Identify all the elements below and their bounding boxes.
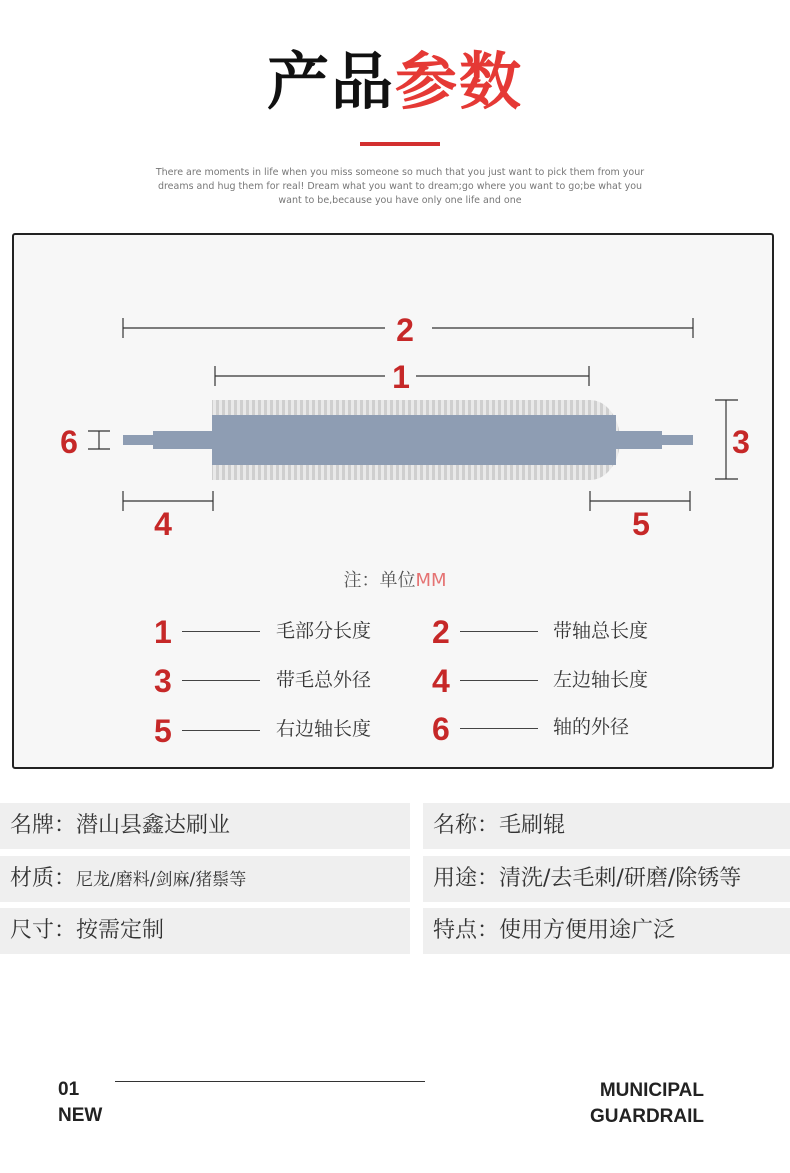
brush-roller <box>123 400 693 480</box>
right-shaft <box>660 435 693 445</box>
title-black-part: 产品 <box>266 45 395 118</box>
legend-number: 3 <box>154 663 172 699</box>
tagline-line: want to be,because you have only one life and one <box>278 195 522 206</box>
legend-connector <box>182 631 260 632</box>
dimension-3 <box>715 400 750 479</box>
spec-name <box>423 803 790 849</box>
legend-number: 4 <box>432 663 450 699</box>
dim-label-2: 2 <box>396 312 414 348</box>
core-section <box>212 415 616 465</box>
unit-note-unit: MM <box>415 570 447 591</box>
spec-brand <box>0 803 410 849</box>
dim-label-4: 4 <box>154 506 172 542</box>
spec-value: 清洗/去毛刺/研磨/除锈等 <box>499 866 742 891</box>
legend-number: 6 <box>432 711 450 747</box>
legend-connector <box>460 631 538 632</box>
legend-number: 5 <box>154 713 172 749</box>
dimension-4 <box>123 491 213 542</box>
legend-connector <box>182 730 260 731</box>
legend-label: 右边轴长度 <box>276 718 372 740</box>
legend-label: 轴的外径 <box>553 716 630 738</box>
footer-right-line: GUARDRAIL <box>590 1106 704 1127</box>
spec-size <box>0 908 410 954</box>
left-shaft-step <box>153 431 213 449</box>
spec-key: 特点： <box>433 918 500 943</box>
tagline-line: There are moments in life when you miss someone so much that you just want to pick them from your <box>155 167 645 178</box>
dim-label-3: 3 <box>732 424 750 460</box>
dim-label-6: 6 <box>60 424 78 460</box>
spec-value: 潜山县鑫达刷业 <box>76 813 231 838</box>
legend-number: 2 <box>432 614 450 650</box>
spec-value: 按需定制 <box>76 918 165 943</box>
footer-new-label: NEW <box>58 1105 103 1126</box>
footer-divider <box>115 1081 425 1082</box>
unit-note-prefix: 注：单位 <box>343 570 416 591</box>
dimension-5 <box>590 491 690 542</box>
legend-label: 带毛总外径 <box>276 669 372 691</box>
spec-key: 尺寸： <box>10 918 77 943</box>
legend-connector <box>460 728 538 729</box>
title-red-part: 参数 <box>395 45 524 118</box>
spec-value: 尼龙/磨料/剑麻/猪鬃等 <box>76 870 247 890</box>
spec-feature <box>423 908 790 954</box>
dim-label-1: 1 <box>392 359 410 395</box>
footer-number: 01 <box>58 1079 80 1100</box>
dimension-1 <box>215 359 589 395</box>
spec-usage <box>423 856 790 902</box>
right-shaft-step <box>590 431 662 449</box>
spec-key: 用途： <box>433 866 500 891</box>
spec-key: 材质： <box>10 866 77 891</box>
legend-label: 左边轴长度 <box>553 669 649 691</box>
unit-note <box>0 566 790 592</box>
spec-key: 名称： <box>433 813 500 838</box>
dimension-2 <box>123 312 693 348</box>
legend-number: 1 <box>154 614 172 650</box>
footer-right-line: MUNICIPAL <box>599 1080 704 1101</box>
spec-material <box>0 856 410 902</box>
spec-value: 使用方便用途广泛 <box>499 918 676 943</box>
legend-connector <box>182 680 260 681</box>
spec-value: 毛刷辊 <box>499 813 566 838</box>
dim-label-5: 5 <box>632 506 650 542</box>
dimension-6 <box>60 424 110 460</box>
spec-key: 名牌： <box>10 813 77 838</box>
legend-label: 毛部分长度 <box>276 620 372 642</box>
legend-label: 带轴总长度 <box>553 620 649 642</box>
tagline-line: dreams and hug them for real! Dream what you want to dream;go where you want to go;be what you <box>157 181 643 192</box>
footer-right-text <box>560 1078 704 1130</box>
legend-connector <box>460 680 538 681</box>
